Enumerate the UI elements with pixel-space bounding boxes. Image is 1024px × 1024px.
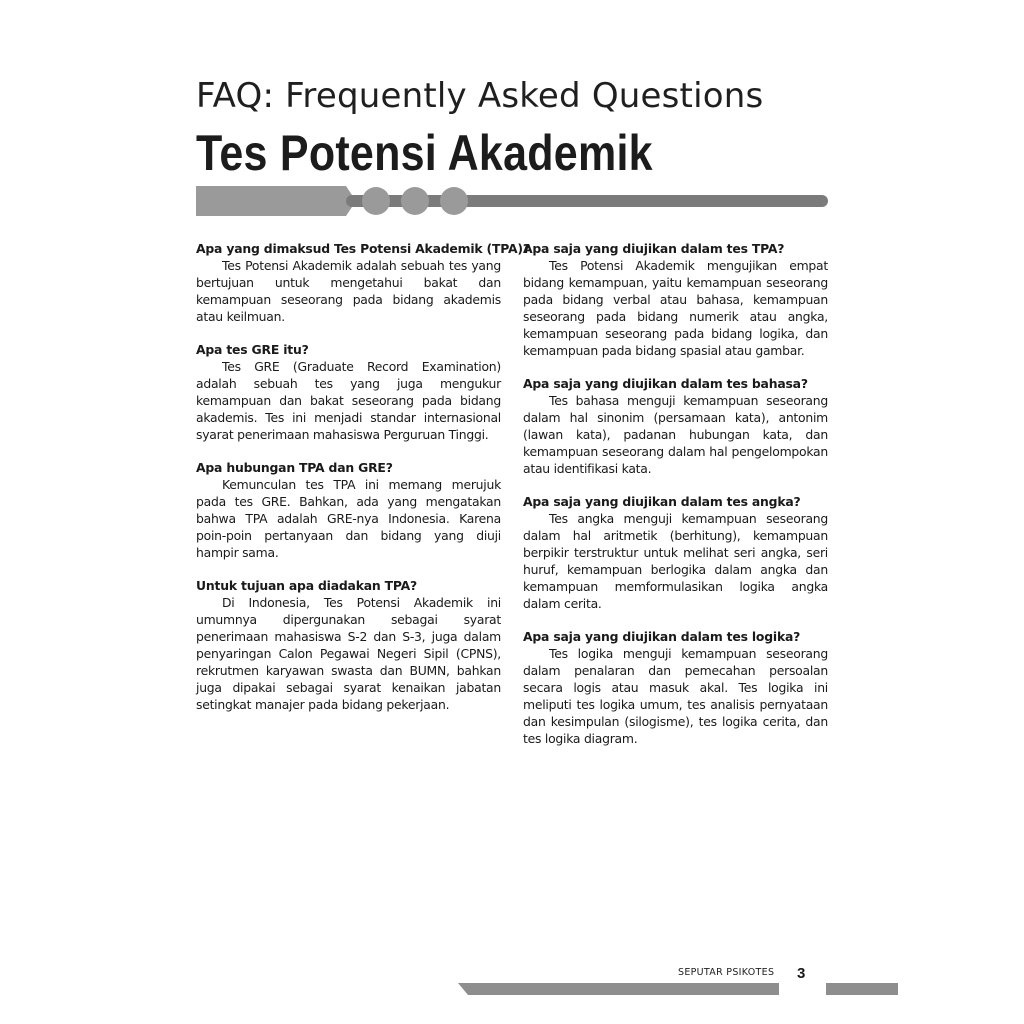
faq-question: Apa saja yang diujikan dalam tes angka? [523,494,801,509]
faq-question: Untuk tujuan apa diadakan TPA? [196,578,418,593]
faq-answer: Tes Potensi Akademik mengujikan empat bidang kemampuan, yaitu kemampuan seseorang pada bidang verbal atau bahasa, kemampuan seseorang pada bidang numerik atau angka, kemampuan seseorang pada bidang logika, dan kemampuan pada bidang spasial atau gambar. [523,258,828,358]
faq-answer: Tes bahasa menguji kemampuan seseorang dalam hal sinonim (persamaan kata), antonim (lawan kata), padanan hubungan kata, dan kemampuan seseorang dalam hal pengelompokan atau identifikasi kata. [523,393,828,476]
page-number: 3 [797,965,806,982]
faq-answer: Tes Potensi Akademik adalah sebuah tes yang bertujuan untuk mengetahui bakat dan kemampuan seseorang pada bidang akademis atau keilmuan. [196,258,501,324]
right-column [523,240,828,763]
faq-item [523,375,828,477]
page-title: Tes Potensi Akademik [196,125,653,181]
faq-item [196,577,501,713]
faq-item [523,628,828,747]
faq-answer: Di Indonesia, Tes Potensi Akademik ini umumnya dipergunakan sebagai syarat penerimaan mahasiswa S-2 dan S-3, juga dalam penyaringan Calon Pegawai Negeri Sipil (CPNS), rekrutmen karyawan swasta dan BUMN, bahkan juga dipakai sebagai syarat kenaikan jabatan setingkat manajer pada bidang pekerjaan. [196,595,501,712]
faq-item [196,341,501,443]
faq-answer: Kemunculan tes TPA ini memang merujuk pada tes GRE. Bahkan, ada yang mengatakan bahwa TPA adalah GRE-nya Indonesia. Karena poin-poin pertanyaan dan bidang yang diuji hampir sama. [196,477,501,560]
faq-answer: Tes logika menguji kemampuan seseorang dalam penalaran dan pemecahan persoalan secara logis atau masuk akal. Tes logika ini meliputi tes logika umum, tes analisis pernyataan dan kesimpulan (silogisme), tes logika cerita, dan tes logika diagram. [523,646,828,746]
footer-section-label: SEPUTAR PSIKOTES [678,967,775,978]
faq-question: Apa tes GRE itu? [196,342,309,357]
faq-answer: Tes angka menguji kemampuan seseorang dalam hal aritmetik (berhitung), kemampuan berpikir terstruktur untuk melihat seri angka, seri huruf, kemampuan berlogika dalam angka dan kemampuan memformulasikan logika angka dalam cerita. [523,511,828,611]
faq-item [523,240,828,359]
faq-question: Apa hubungan TPA dan GRE? [196,460,393,475]
faq-answer: Tes GRE (Graduate Record Examination) adalah sebuah tes yang juga mengukur kemampuan dan bakat seseorang pada bidang akademis. Tes ini menjadi standar internasional syarat penerimaan mahasiswa Perguruan Tinggi. [196,359,501,442]
faq-item [523,493,828,612]
decorative-footer-bar [458,983,898,995]
faq-question: Apa yang dimaksud Tes Potensi Akademik (TPA)? [196,241,530,256]
faq-item [196,240,530,325]
faq-question: Apa saja yang diujikan dalam tes bahasa? [523,376,808,391]
left-column [196,240,530,729]
decorative-title-bar [196,186,828,216]
faq-question: Apa saja yang diujikan dalam tes TPA? [523,241,785,256]
faq-item [196,459,501,561]
faq-title: FAQ: Frequently Asked Questions [196,76,764,116]
faq-question: Apa saja yang diujikan dalam tes logika? [523,629,801,644]
